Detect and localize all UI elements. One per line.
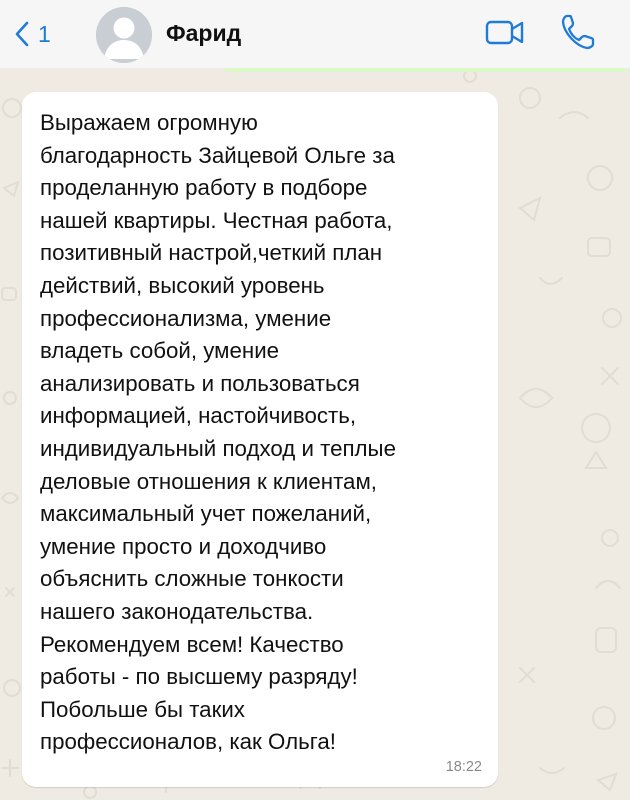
phone-icon [560, 38, 596, 55]
default-avatar-icon [96, 7, 152, 63]
message-bubble[interactable] [22, 92, 498, 787]
video-call-button[interactable] [485, 16, 525, 53]
previous-message-bubble [222, 68, 630, 72]
contact-name[interactable]: Фарид [166, 20, 242, 46]
chat-header [0, 0, 630, 68]
avatar[interactable] [96, 7, 152, 63]
chevron-left-icon [14, 20, 30, 48]
chat-area[interactable] [0, 68, 630, 800]
voice-call-button[interactable] [560, 13, 596, 56]
video-camera-icon [485, 35, 525, 52]
message-timestamp: 18:22 [445, 759, 482, 775]
back-button[interactable] [14, 14, 51, 54]
unread-count: 1 [38, 20, 51, 47]
message-text: Выражаем огромную благодарность Зайцевой Ольге за проделанную работу в подборе нашей квартиры. Честная работа, позитивный настрой,четкий план действий, высокий уровень профессионализма, умение владеть собой, умение анализировать и пользоваться информацией, настойчивость, индивидуальный подход и теплые деловые отношения к клиентам, максимальный учет пожеланий, умение просто и доходчиво объяснить сложные тонкости нашего законодательства. Рекомендуем всем! Качество работы - по высшему разряду! Побольше бы таких профессионалов, как Ольга! [40, 110, 396, 755]
